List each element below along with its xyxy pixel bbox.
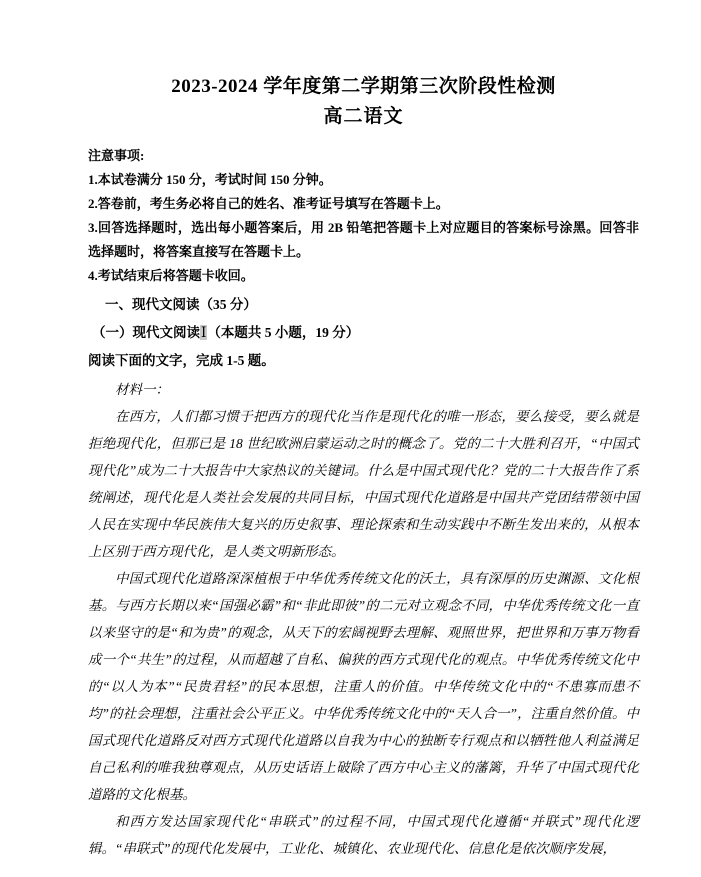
subsection-prefix: （一）现代文阅读	[92, 325, 200, 340]
subsection-heading	[88, 319, 639, 347]
material-one	[88, 376, 639, 862]
notice-item-1: 1.本试卷满分 150 分，考试时间 150 分钟。	[88, 172, 332, 187]
section-heading: 一、现代文阅读（35 分）	[105, 297, 257, 312]
material-paragraph-3: 和西方发达国家现代化“串联式”的过程不同，中国式现代化遵循“并联式”现代化逻辑。“串联式”的现代化发展中，工业化、城镇化、农业现代化、信息化是依次顺序发展，	[88, 814, 639, 856]
notice-item-2: 2.答卷前，考生务必将自己的姓名、准考证号填写在答题卡上。	[88, 196, 449, 211]
material-paragraph-1: 在西方，人们都习惯于把西方的现代化当作是现代化的唯一形态，要么接受，要么就是拒绝现代化，但那已是 18 世纪欧洲启蒙运动之时的概念了。党的二十大胜利召开，“中国式现代化”成为二十大报告中大家热议的关键词。什么是中国式现代化？党的二十大报告作了系统阐述，现代化是人类社会发展的共同目标，中国式现代化道路是中国共产党团结带领中国人民在实现中华民族伟大复兴的历史叙事、理论探索和生动实践中不断生发出来的，从根本上区别于西方现代化，是人类文明新形态。	[88, 409, 639, 559]
notice-heading: 注意事项:	[88, 148, 145, 163]
notice-item-4: 4.考试结束后将答题卡收回。	[88, 268, 254, 283]
notice-section	[88, 144, 639, 288]
material-label: 材料一：	[115, 382, 169, 397]
notice-item-3: 3.回答选择题时，选出每小题答案后，用 2B 铅笔把答题卡上对应题目的答案标号涂黑。回答非选择题时，将答案直接写在答题卡上。	[88, 220, 639, 259]
exam-subject: 高二语文	[323, 106, 404, 127]
subsection-numeral: Ⅰ	[201, 325, 207, 340]
subsection-suffix: （本题共 5 小题，19 分）	[207, 325, 360, 340]
material-paragraph-2: 中国式现代化道路深深植根于中华优秀传统文化的沃土，具有深厚的历史渊源、文化根基。与西方长期以来“国强必霸”和“非此即彼”的二元对立观念不同，中华优秀传统文化一直以来坚守的是“和为贵”的观念，从天下的宏阔视野去理解、观照世界，把世界和万事万物看成一个“共生”的过程，从而超越了自私、偏狭的西方式现代化的观点。中华优秀传统文化中的“以人为本”“民贵君轻”的民本思想，注重人的价值。中华传统文化中的“不患寡而患不均”的社会理想，注重社会公平正义。中华优秀传统文化中的“天人合一”，注重自然价值。中国式现代化道路反对西方式现代化道路以自我为中心的独断专行观点和以牺牲他人利益满足自己私利的唯我独尊观点，从历史话语上破除了西方中心主义的藩篱，升华了中国式现代化道路的文化根基。	[88, 571, 639, 802]
section-headings	[88, 291, 639, 375]
exam-title: 2023-2024 学年度第二学期第三次阶段性检测	[171, 76, 556, 97]
reading-instruction: 阅读下面的文字，完成 1-5 题。	[88, 353, 275, 368]
